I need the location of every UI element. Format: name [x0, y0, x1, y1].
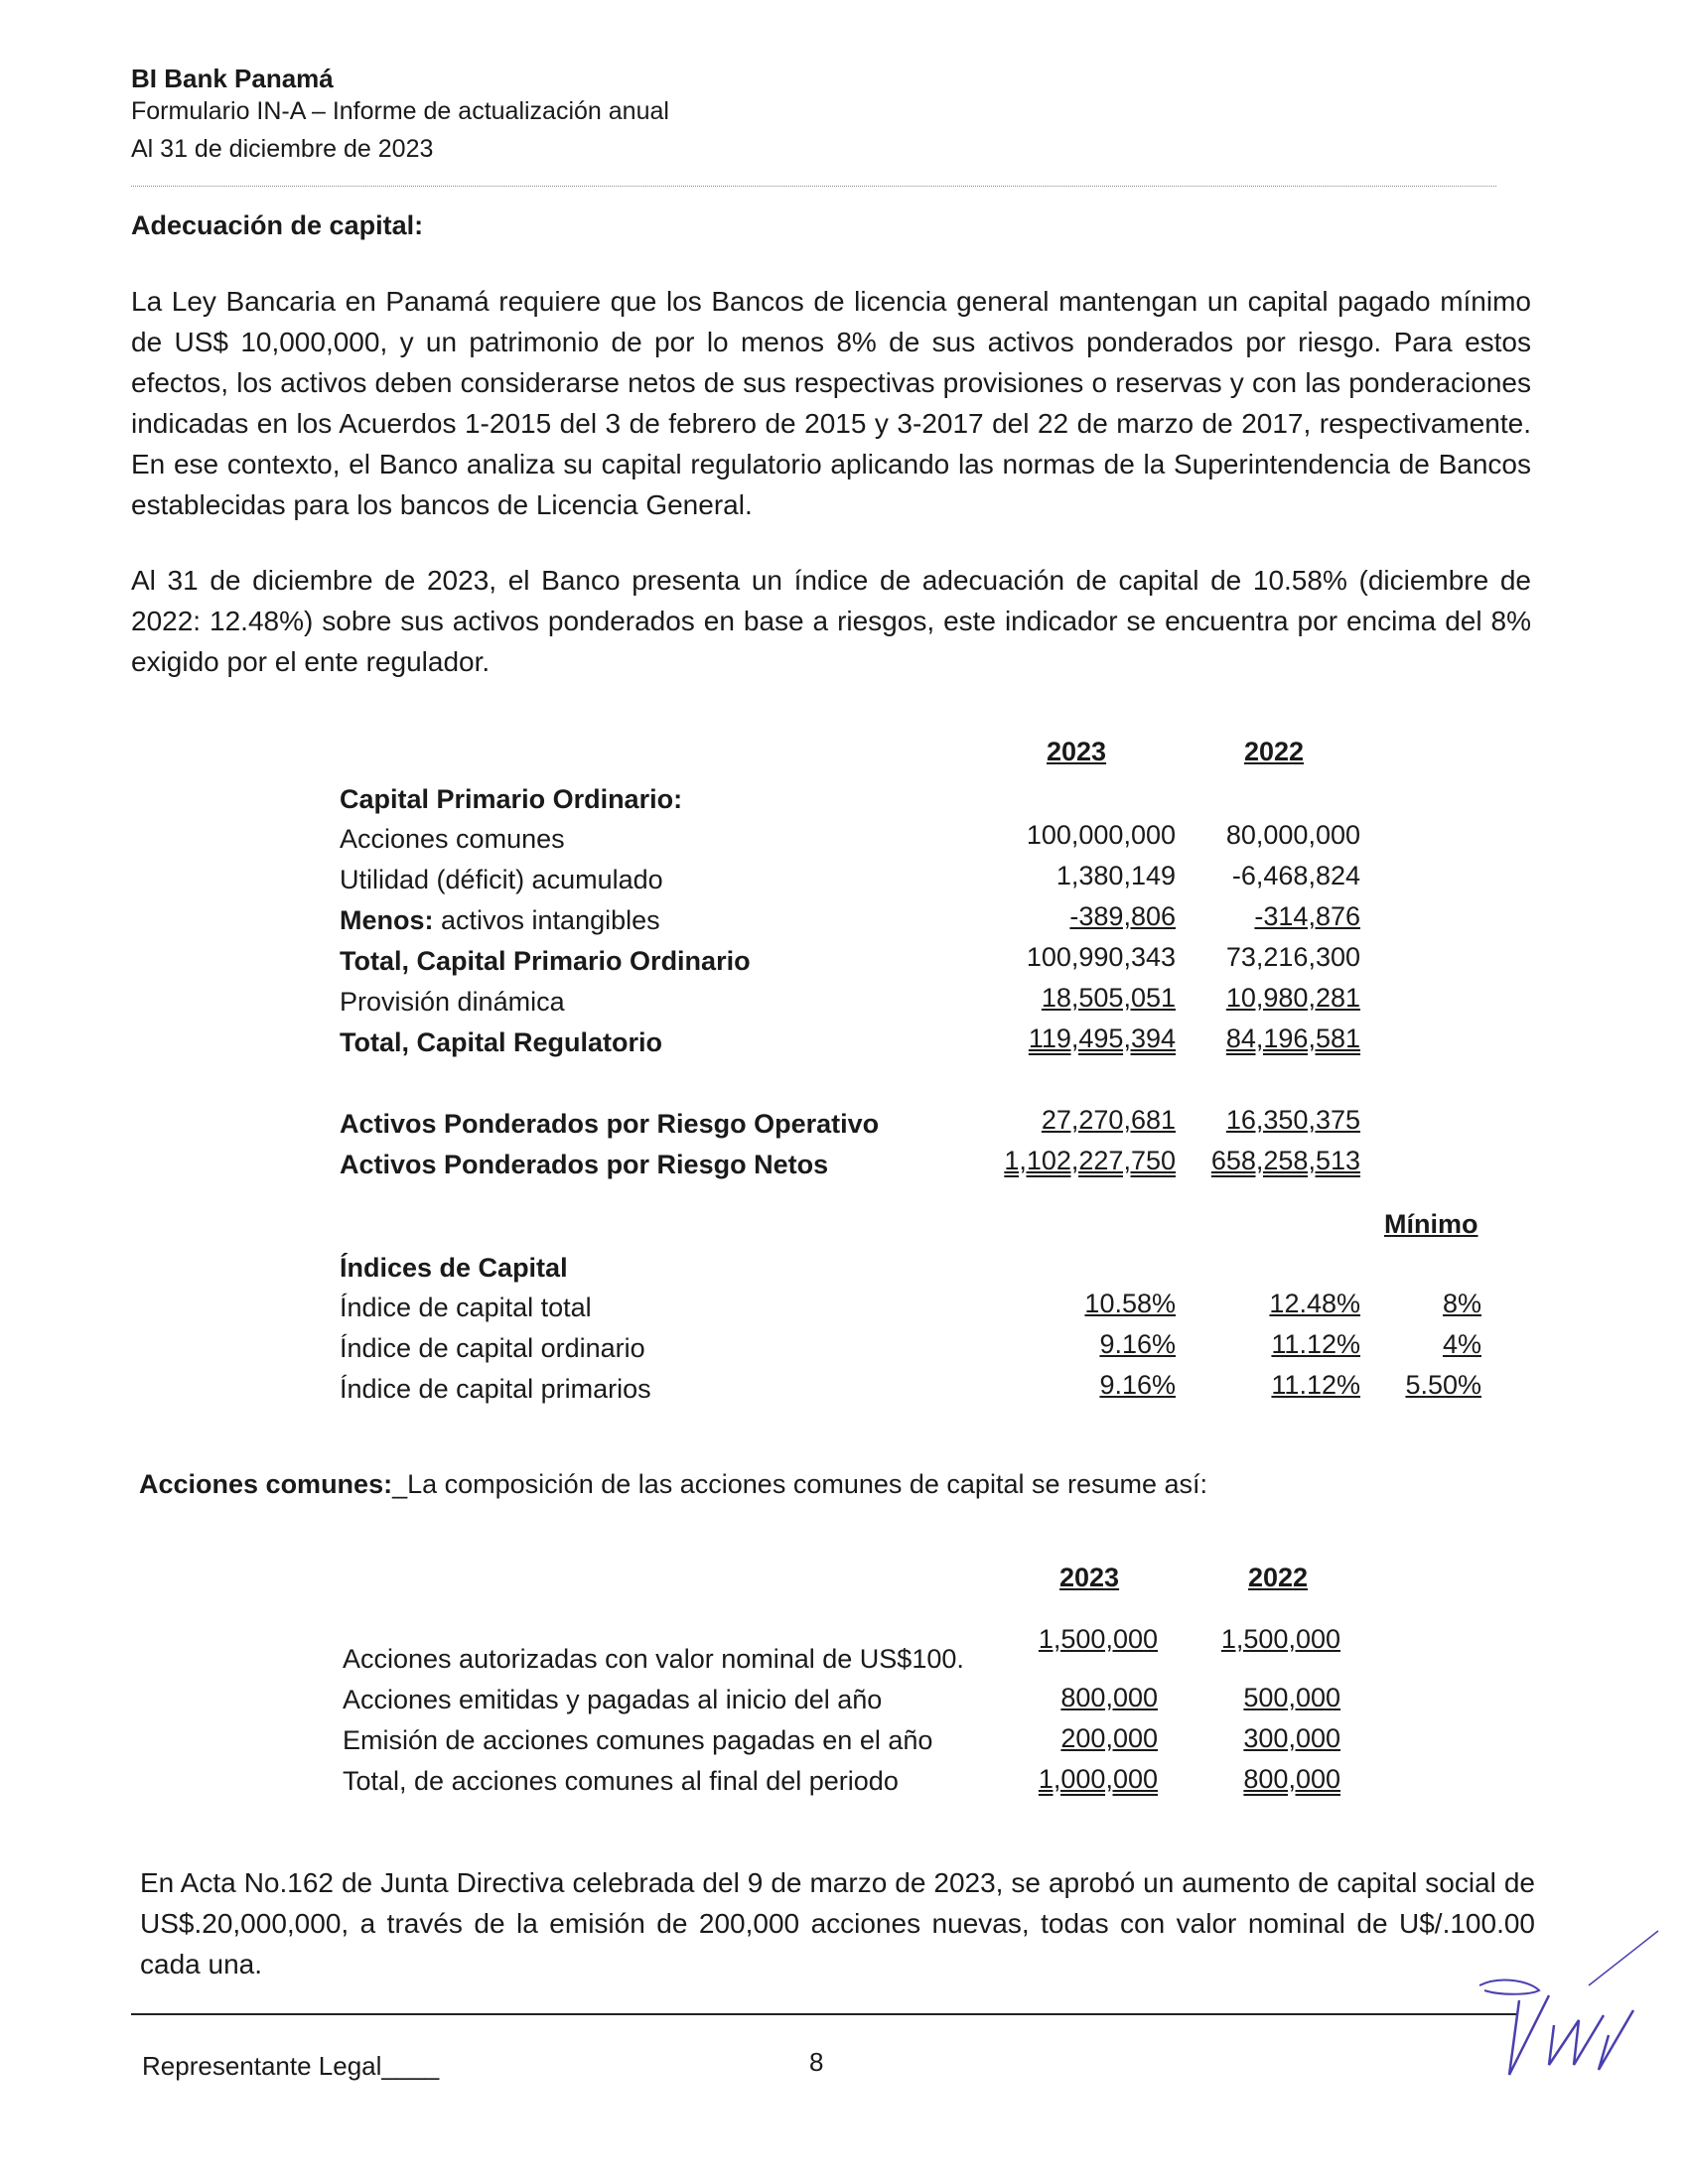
- paragraph-acta: En Acta No.162 de Junta Directiva celebrada del 9 de marzo de 2023, se aprobó un aumento de capital social de US$.20,000,000, a través de la emisión de 200,000 acciones nuevas, todas con valor nominal de U$/.100.00 cada una.: [140, 1867, 1535, 1979]
- idx-ord-2023: 9.16%: [1099, 1329, 1176, 1359]
- idx-prim-min: 5.50%: [1405, 1370, 1481, 1400]
- provision-label: Provisión dinámica: [340, 987, 565, 1017]
- minimo-header: Mínimo: [1384, 1209, 1478, 1239]
- acciones-comunes-label: Acciones comunes: [340, 824, 565, 854]
- utilidad-2022: -6,468,824: [1231, 861, 1360, 890]
- total-acciones-2022: 800,000: [1243, 1764, 1340, 1794]
- total-reg-2023: 119,495,394: [1028, 1024, 1176, 1053]
- emision-2022-cell: [1172, 1723, 1340, 1754]
- acciones-title: Acciones comunes:: [139, 1469, 393, 1499]
- idx-prim-label: Índice de capital primarios: [340, 1374, 651, 1404]
- footer-divider: [131, 2013, 1516, 2015]
- autorizadas-2022: 1,500,000: [1220, 1624, 1340, 1654]
- autorizadas-label: Acciones autorizadas con valor nominal de US$100.: [343, 1644, 964, 1674]
- aprn-label: Activos Ponderados por Riesgo Netos: [340, 1150, 829, 1179]
- idx-total-min: 8%: [1442, 1289, 1481, 1318]
- autorizadas-2023-cell: [973, 1624, 1158, 1655]
- section-title: Adecuación de capital:: [131, 210, 424, 240]
- idx-ord-min: 4%: [1442, 1329, 1481, 1359]
- total-reg-label: Total, Capital Regulatorio: [340, 1027, 663, 1057]
- apro-2022: 16,350,375: [1225, 1105, 1360, 1135]
- emision-2023-cell: [973, 1723, 1158, 1754]
- idx-total-2022: 12.48%: [1269, 1289, 1360, 1318]
- aprn-2022: 658,258,513: [1210, 1146, 1360, 1175]
- autorizadas-2023: 1,500,000: [1038, 1624, 1158, 1654]
- provision-2023: 18,505,051: [1041, 983, 1176, 1013]
- idx-ord-label: Índice de capital ordinario: [340, 1333, 645, 1363]
- indices-heading: Índices de Capital: [340, 1253, 568, 1283]
- apro-2023: 27,270,681: [1041, 1105, 1176, 1135]
- autorizadas-2022-cell: [1172, 1624, 1340, 1655]
- menos-intangibles-2022: -314,876: [1254, 901, 1360, 931]
- emitidas-2022-cell: [1172, 1683, 1340, 1713]
- page-number: 8: [809, 2047, 824, 2077]
- acciones-intro-line: Acciones comunes:_La composición de las acciones comunes de capital se resume así:: [139, 1469, 1208, 1499]
- legal-representative: Representante Legal____: [142, 2051, 440, 2081]
- emision-label: Emisión de acciones comunes pagadas en el año: [343, 1725, 933, 1755]
- emitidas-2023-cell: [973, 1683, 1158, 1713]
- capital-primario-heading: Capital Primario Ordinario:: [340, 784, 683, 814]
- form-title: Formulario IN-A – Informe de actualización anual: [131, 97, 669, 125]
- total-acciones-2022-cell: [1172, 1764, 1340, 1795]
- acciones-intro: La composición de las acciones comunes de capital se resume así:: [407, 1469, 1208, 1499]
- menos-intangibles-2023: -389,806: [1069, 901, 1176, 931]
- acc-year-2022: 2022: [1248, 1563, 1309, 1592]
- aprn-2023: 1,102,227,750: [1004, 1146, 1176, 1175]
- provision-2022: 10,980,281: [1225, 983, 1360, 1013]
- total-acciones-2023: 1,000,000: [1038, 1764, 1158, 1794]
- emision-2022: 300,000: [1243, 1723, 1340, 1753]
- emision-2023: 200,000: [1060, 1723, 1158, 1753]
- emitidas-2023: 800,000: [1060, 1683, 1158, 1712]
- signature-image: [1470, 1926, 1668, 2085]
- total-acciones-label: Total, de acciones comunes al final del periodo: [343, 1766, 899, 1796]
- total-reg-2022: 84,196,581: [1225, 1024, 1360, 1053]
- year-header-2022: 2022: [1244, 737, 1305, 766]
- acciones-comunes-2022: 80,000,000: [1225, 820, 1360, 850]
- acciones-comunes-2023: 100,000,000: [1026, 820, 1176, 850]
- paragraph-capital-requirements: La Ley Bancaria en Panamá requiere que los Bancos de licencia general mantengan un capital pagado mínimo de US$ 10,000,000, y un patrimonio de por lo menos 8% de sus activos ponderados por riesgo. Para estos efectos, los activos deben considerarse netos de sus respectivas provisiones o reservas y con las ponderaciones indicadas en los Acuerdos 1-2015 del 3 de febrero de 2015 y 3-2017 del 22 de marzo de 2017, respectivamente. En ese contexto, el Banco analiza su capital regulatorio aplicando las normas de la Superintendencia de Bancos establecidas para los bancos de Licencia General.: [131, 286, 1531, 520]
- menos-rest: activos intangibles: [433, 905, 660, 935]
- report-date: Al 31 de diciembre de 2023: [131, 135, 434, 163]
- company-name: BI Bank Panamá: [131, 64, 334, 93]
- idx-total-2023: 10.58%: [1084, 1289, 1176, 1318]
- acc-year-2023: 2023: [1059, 1563, 1120, 1592]
- emitidas-label: Acciones emitidas y pagadas al inicio del año: [343, 1685, 883, 1714]
- idx-total-label: Índice de capital total: [340, 1293, 592, 1322]
- apro-label: Activos Ponderados por Riesgo Operativo: [340, 1109, 880, 1139]
- total-acciones-2023-cell: [973, 1764, 1158, 1795]
- idx-ord-2022: 11.12%: [1271, 1329, 1360, 1359]
- total-cpo-label: Total, Capital Primario Ordinario: [340, 946, 751, 976]
- utilidad-2023: 1,380,149: [1055, 861, 1176, 890]
- total-cpo-2023: 100,990,343: [1026, 942, 1176, 972]
- idx-prim-2023: 9.16%: [1099, 1370, 1176, 1400]
- utilidad-label: Utilidad (déficit) acumulado: [340, 865, 663, 894]
- menos-bold: Menos:: [340, 905, 434, 935]
- paragraph-capital-index: Al 31 de diciembre de 2023, el Banco presenta un índice de adecuación de capital de 10.58% (diciembre de 2022: 12.48%) sobre sus activos ponderados en base a riesgos, este indicador se encuentra por encima del 8% exigido por el ente regulador.: [131, 565, 1531, 677]
- emitidas-2022: 500,000: [1243, 1683, 1340, 1712]
- idx-prim-2022: 11.12%: [1271, 1370, 1360, 1400]
- total-cpo-2022: 73,216,300: [1225, 942, 1360, 972]
- year-header-2023: 2023: [1047, 737, 1107, 766]
